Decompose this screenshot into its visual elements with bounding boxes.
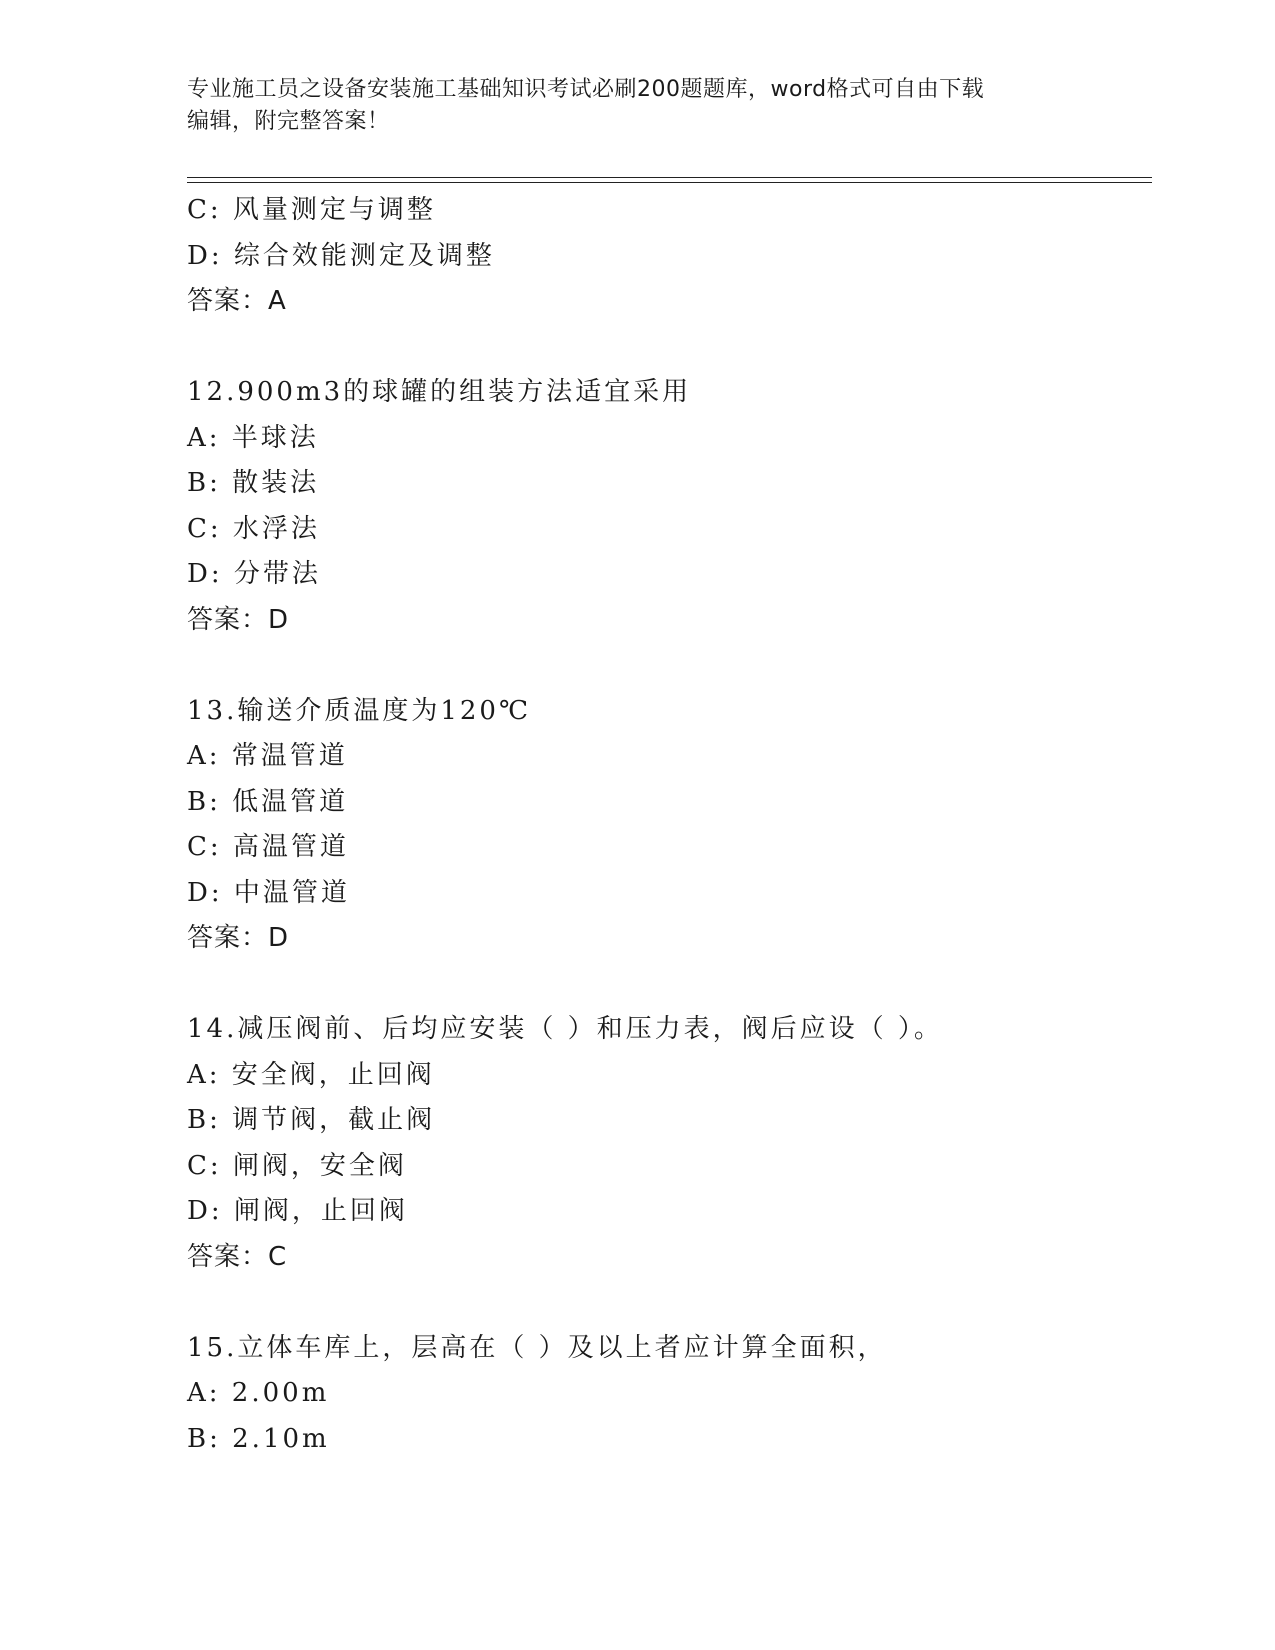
answer-line: 答案：D [187, 923, 290, 953]
option-a: A: 2.00m [187, 1378, 330, 1408]
option-a: A: 半球法 [187, 422, 319, 453]
option-c: C: 水浮法 [187, 513, 320, 544]
option-b: B: 调节阀，截止阀 [187, 1105, 436, 1135]
question-stem: 12.900m3的球罐的组装方法适宜采用 [187, 377, 692, 407]
document-header [187, 74, 1087, 138]
option-a: A: 安全阀，止回阀 [187, 1059, 435, 1090]
option-b: B: 2.10m [187, 1423, 330, 1454]
question-14 [187, 1007, 1152, 1326]
question-12 [187, 370, 1152, 689]
option-d: D: 闸阀，止回阀 [187, 1196, 408, 1226]
spacer [187, 962, 1152, 1008]
spacer [187, 325, 1152, 371]
header-title-line-1: 专业施工员之设备安装施工基础知识考试必刷200题题库，word格式可自由下载 [187, 77, 985, 102]
answer-line: 答案：A [187, 286, 287, 316]
header-divider-bottom [187, 182, 1152, 183]
spacer [187, 1280, 1152, 1326]
answer-line: 答案：D [187, 604, 290, 635]
question-list [187, 188, 1152, 1462]
option-a: A: 常温管道 [187, 741, 348, 771]
option-c: C: 风量测定与调整 [187, 195, 436, 225]
question-13 [187, 689, 1152, 1008]
option-b: B: 低温管道 [187, 786, 349, 817]
question-stem: 15.立体车库上，层高在（ ）及以上者应计算全面积， [187, 1332, 887, 1363]
option-c: C: 闸阀，安全阀 [187, 1150, 407, 1181]
question-fragment [187, 188, 1152, 370]
answer-line: 答案：C [187, 1241, 288, 1272]
question-stem: 14.减压阀前、后均应安装（ ）和压力表，阀后应设（ ）。 [187, 1014, 943, 1044]
option-b: B: 散装法 [187, 468, 320, 498]
header-divider-top [187, 177, 1152, 178]
spacer [187, 643, 1152, 689]
option-d: D: 分带法 [187, 559, 321, 589]
option-c: C: 高温管道 [187, 832, 349, 862]
option-d: D: 中温管道 [187, 877, 350, 908]
option-d: D: 综合效能测定及调整 [187, 240, 495, 271]
question-15 [187, 1326, 1152, 1463]
header-title-line-2: 编辑，附完整答案！ [187, 109, 390, 134]
question-stem: 13.输送介质温度为120℃ [187, 695, 532, 726]
